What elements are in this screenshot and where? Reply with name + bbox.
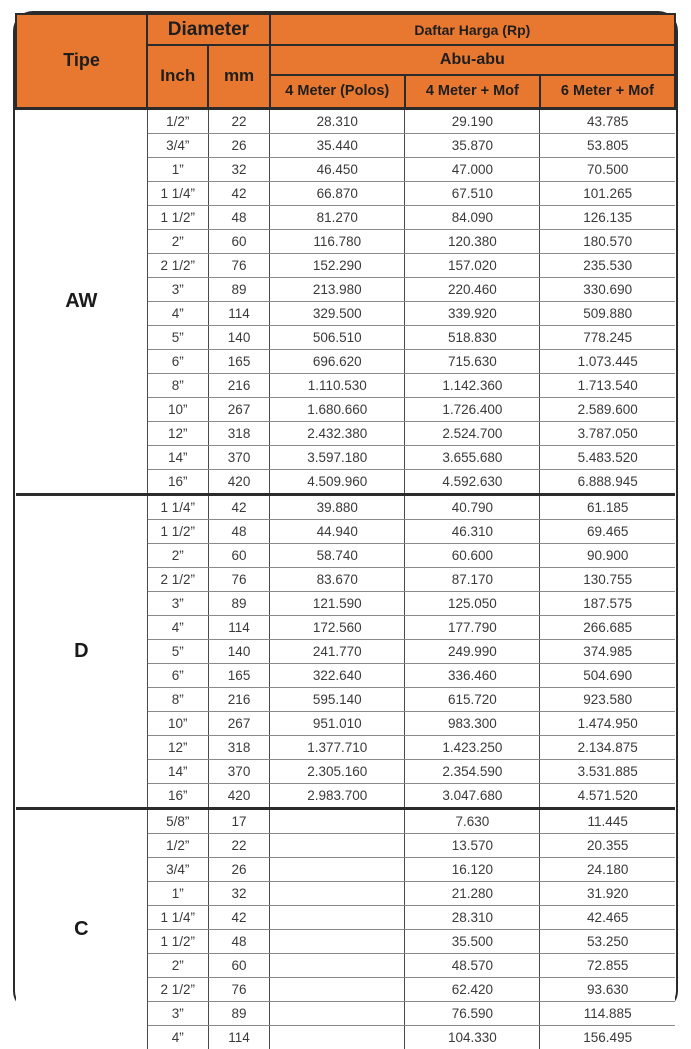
price-4m-polos-cell: 28.310 bbox=[270, 108, 405, 133]
inch-cell: 1/2” bbox=[147, 833, 208, 857]
price-4m-mof-cell: 1.423.250 bbox=[405, 735, 540, 759]
price-6m-mof-cell: 1.713.540 bbox=[540, 373, 675, 397]
mm-cell: 420 bbox=[208, 469, 269, 494]
price-4m-polos-cell bbox=[270, 833, 405, 857]
price-6m-mof-cell: 43.785 bbox=[540, 108, 675, 133]
price-4m-polos-cell bbox=[270, 977, 405, 1001]
price-6m-mof-cell: 6.888.945 bbox=[540, 469, 675, 494]
price-4m-polos-cell: 696.620 bbox=[270, 349, 405, 373]
mm-cell: 216 bbox=[208, 687, 269, 711]
price-4m-mof-cell: 47.000 bbox=[405, 157, 540, 181]
price-4m-polos-cell bbox=[270, 905, 405, 929]
header-daftar-harga: Daftar Harga (Rp) bbox=[270, 14, 675, 45]
price-6m-mof-cell: 24.180 bbox=[540, 857, 675, 881]
price-4m-polos-cell bbox=[270, 929, 405, 953]
price-4m-polos-cell: 2.983.700 bbox=[270, 783, 405, 808]
header-4-meter-mof: 4 Meter + Mof bbox=[405, 75, 540, 108]
price-4m-mof-cell: 249.990 bbox=[405, 639, 540, 663]
price-4m-mof-cell: 615.720 bbox=[405, 687, 540, 711]
mm-cell: 22 bbox=[208, 108, 269, 133]
mm-cell: 42 bbox=[208, 905, 269, 929]
price-6m-mof-cell: 31.920 bbox=[540, 881, 675, 905]
price-4m-polos-cell: 44.940 bbox=[270, 519, 405, 543]
inch-cell: 3” bbox=[147, 591, 208, 615]
price-table-frame bbox=[13, 11, 678, 1045]
price-4m-polos-cell: 3.597.180 bbox=[270, 445, 405, 469]
mm-cell: 216 bbox=[208, 373, 269, 397]
price-4m-mof-cell: 339.920 bbox=[405, 301, 540, 325]
price-4m-mof-cell: 104.330 bbox=[405, 1025, 540, 1049]
mm-cell: 318 bbox=[208, 421, 269, 445]
inch-cell: 12” bbox=[147, 735, 208, 759]
inch-cell: 8” bbox=[147, 687, 208, 711]
price-4m-mof-cell: 48.570 bbox=[405, 953, 540, 977]
inch-cell: 5” bbox=[147, 325, 208, 349]
table-row bbox=[16, 808, 675, 833]
price-6m-mof-cell: 72.855 bbox=[540, 953, 675, 977]
price-6m-mof-cell: 70.500 bbox=[540, 157, 675, 181]
price-6m-mof-cell: 61.185 bbox=[540, 494, 675, 519]
inch-cell: 14” bbox=[147, 445, 208, 469]
price-4m-mof-cell: 715.630 bbox=[405, 349, 540, 373]
inch-cell: 2” bbox=[147, 229, 208, 253]
inch-cell: 1 1/2” bbox=[147, 205, 208, 229]
mm-cell: 48 bbox=[208, 519, 269, 543]
mm-cell: 165 bbox=[208, 663, 269, 687]
price-4m-polos-cell: 121.590 bbox=[270, 591, 405, 615]
price-4m-mof-cell: 76.590 bbox=[405, 1001, 540, 1025]
inch-cell: 12” bbox=[147, 421, 208, 445]
mm-cell: 76 bbox=[208, 567, 269, 591]
inch-cell: 10” bbox=[147, 711, 208, 735]
header-row-1 bbox=[16, 14, 675, 45]
price-4m-mof-cell: 13.570 bbox=[405, 833, 540, 857]
price-4m-polos-cell: 241.770 bbox=[270, 639, 405, 663]
price-4m-polos-cell: 4.509.960 bbox=[270, 469, 405, 494]
price-4m-polos-cell: 58.740 bbox=[270, 543, 405, 567]
inch-cell: 8” bbox=[147, 373, 208, 397]
mm-cell: 26 bbox=[208, 133, 269, 157]
price-6m-mof-cell: 504.690 bbox=[540, 663, 675, 687]
inch-cell: 1 1/4” bbox=[147, 494, 208, 519]
inch-cell: 4” bbox=[147, 1025, 208, 1049]
inch-cell: 1 1/2” bbox=[147, 929, 208, 953]
price-4m-mof-cell: 21.280 bbox=[405, 881, 540, 905]
price-4m-polos-cell: 951.010 bbox=[270, 711, 405, 735]
mm-cell: 370 bbox=[208, 759, 269, 783]
price-6m-mof-cell: 1.474.950 bbox=[540, 711, 675, 735]
mm-cell: 370 bbox=[208, 445, 269, 469]
inch-cell: 5” bbox=[147, 639, 208, 663]
inch-cell: 1” bbox=[147, 157, 208, 181]
mm-cell: 114 bbox=[208, 1025, 269, 1049]
price-4m-mof-cell: 518.830 bbox=[405, 325, 540, 349]
price-4m-mof-cell: 125.050 bbox=[405, 591, 540, 615]
price-6m-mof-cell: 42.465 bbox=[540, 905, 675, 929]
price-4m-mof-cell: 1.726.400 bbox=[405, 397, 540, 421]
mm-cell: 76 bbox=[208, 977, 269, 1001]
inch-cell: 1 1/4” bbox=[147, 905, 208, 929]
price-6m-mof-cell: 156.495 bbox=[540, 1025, 675, 1049]
price-6m-mof-cell: 187.575 bbox=[540, 591, 675, 615]
mm-cell: 114 bbox=[208, 301, 269, 325]
tipe-cell-D: D bbox=[16, 494, 147, 808]
price-6m-mof-cell: 235.530 bbox=[540, 253, 675, 277]
price-4m-mof-cell: 2.354.590 bbox=[405, 759, 540, 783]
price-4m-polos-cell: 172.560 bbox=[270, 615, 405, 639]
price-4m-mof-cell: 28.310 bbox=[405, 905, 540, 929]
header-tipe: Tipe bbox=[16, 14, 147, 108]
price-6m-mof-cell: 90.900 bbox=[540, 543, 675, 567]
inch-cell: 3/4” bbox=[147, 133, 208, 157]
tipe-cell-AW: AW bbox=[16, 108, 147, 494]
price-6m-mof-cell: 53.805 bbox=[540, 133, 675, 157]
price-4m-polos-cell: 2.432.380 bbox=[270, 421, 405, 445]
price-6m-mof-cell: 1.073.445 bbox=[540, 349, 675, 373]
price-6m-mof-cell: 3.787.050 bbox=[540, 421, 675, 445]
price-6m-mof-cell: 3.531.885 bbox=[540, 759, 675, 783]
price-6m-mof-cell: 923.580 bbox=[540, 687, 675, 711]
inch-cell: 6” bbox=[147, 663, 208, 687]
price-6m-mof-cell: 69.465 bbox=[540, 519, 675, 543]
price-4m-mof-cell: 120.380 bbox=[405, 229, 540, 253]
mm-cell: 48 bbox=[208, 929, 269, 953]
mm-cell: 60 bbox=[208, 229, 269, 253]
price-6m-mof-cell: 778.245 bbox=[540, 325, 675, 349]
inch-cell: 6” bbox=[147, 349, 208, 373]
price-4m-polos-cell: 595.140 bbox=[270, 687, 405, 711]
price-4m-mof-cell: 1.142.360 bbox=[405, 373, 540, 397]
mm-cell: 17 bbox=[208, 808, 269, 833]
price-4m-mof-cell: 4.592.630 bbox=[405, 469, 540, 494]
mm-cell: 89 bbox=[208, 591, 269, 615]
price-4m-polos-cell bbox=[270, 857, 405, 881]
price-6m-mof-cell: 4.571.520 bbox=[540, 783, 675, 808]
mm-cell: 318 bbox=[208, 735, 269, 759]
mm-cell: 114 bbox=[208, 615, 269, 639]
mm-cell: 60 bbox=[208, 543, 269, 567]
price-6m-mof-cell: 2.589.600 bbox=[540, 397, 675, 421]
inch-cell: 4” bbox=[147, 615, 208, 639]
price-4m-mof-cell: 62.420 bbox=[405, 977, 540, 1001]
header-abu-abu: Abu-abu bbox=[270, 45, 675, 75]
price-4m-polos-cell: 39.880 bbox=[270, 494, 405, 519]
price-6m-mof-cell: 266.685 bbox=[540, 615, 675, 639]
inch-cell: 1 1/2” bbox=[147, 519, 208, 543]
price-6m-mof-cell: 330.690 bbox=[540, 277, 675, 301]
price-4m-polos-cell: 116.780 bbox=[270, 229, 405, 253]
inch-cell: 2” bbox=[147, 953, 208, 977]
inch-cell: 5/8” bbox=[147, 808, 208, 833]
inch-cell: 1/2” bbox=[147, 108, 208, 133]
header-inch: Inch bbox=[147, 45, 208, 108]
inch-cell: 3” bbox=[147, 277, 208, 301]
mm-cell: 76 bbox=[208, 253, 269, 277]
mm-cell: 140 bbox=[208, 639, 269, 663]
price-4m-polos-cell: 35.440 bbox=[270, 133, 405, 157]
price-4m-mof-cell: 16.120 bbox=[405, 857, 540, 881]
price-6m-mof-cell: 53.250 bbox=[540, 929, 675, 953]
price-4m-polos-cell bbox=[270, 1001, 405, 1025]
mm-cell: 165 bbox=[208, 349, 269, 373]
inch-cell: 1” bbox=[147, 881, 208, 905]
price-4m-mof-cell: 87.170 bbox=[405, 567, 540, 591]
mm-cell: 32 bbox=[208, 881, 269, 905]
price-6m-mof-cell: 2.134.875 bbox=[540, 735, 675, 759]
table-header bbox=[16, 14, 675, 108]
table-row bbox=[16, 494, 675, 519]
price-4m-polos-cell bbox=[270, 881, 405, 905]
header-6-meter-mof: 6 Meter + Mof bbox=[540, 75, 675, 108]
header-diameter: Diameter bbox=[147, 14, 270, 45]
price-4m-polos-cell: 2.305.160 bbox=[270, 759, 405, 783]
price-4m-polos-cell: 329.500 bbox=[270, 301, 405, 325]
price-6m-mof-cell: 180.570 bbox=[540, 229, 675, 253]
mm-cell: 140 bbox=[208, 325, 269, 349]
price-4m-mof-cell: 177.790 bbox=[405, 615, 540, 639]
inch-cell: 16” bbox=[147, 783, 208, 808]
inch-cell: 2 1/2” bbox=[147, 253, 208, 277]
price-6m-mof-cell: 5.483.520 bbox=[540, 445, 675, 469]
price-4m-polos-cell: 152.290 bbox=[270, 253, 405, 277]
inch-cell: 3” bbox=[147, 1001, 208, 1025]
price-4m-mof-cell: 35.500 bbox=[405, 929, 540, 953]
mm-cell: 22 bbox=[208, 833, 269, 857]
price-4m-polos-cell: 83.670 bbox=[270, 567, 405, 591]
price-4m-mof-cell: 983.300 bbox=[405, 711, 540, 735]
inch-cell: 10” bbox=[147, 397, 208, 421]
mm-cell: 42 bbox=[208, 181, 269, 205]
price-4m-polos-cell bbox=[270, 953, 405, 977]
price-4m-mof-cell: 157.020 bbox=[405, 253, 540, 277]
price-4m-polos-cell: 1.377.710 bbox=[270, 735, 405, 759]
price-4m-mof-cell: 40.790 bbox=[405, 494, 540, 519]
inch-cell: 16” bbox=[147, 469, 208, 494]
inch-cell: 2” bbox=[147, 543, 208, 567]
price-4m-mof-cell: 7.630 bbox=[405, 808, 540, 833]
price-4m-polos-cell: 322.640 bbox=[270, 663, 405, 687]
price-4m-polos-cell: 81.270 bbox=[270, 205, 405, 229]
price-4m-mof-cell: 3.655.680 bbox=[405, 445, 540, 469]
inch-cell: 3/4” bbox=[147, 857, 208, 881]
price-4m-polos-cell: 1.110.530 bbox=[270, 373, 405, 397]
header-mm: mm bbox=[208, 45, 269, 108]
mm-cell: 42 bbox=[208, 494, 269, 519]
table-row bbox=[16, 108, 675, 133]
price-4m-mof-cell: 46.310 bbox=[405, 519, 540, 543]
mm-cell: 89 bbox=[208, 1001, 269, 1025]
mm-cell: 26 bbox=[208, 857, 269, 881]
price-4m-mof-cell: 220.460 bbox=[405, 277, 540, 301]
price-4m-polos-cell: 1.680.660 bbox=[270, 397, 405, 421]
mm-cell: 48 bbox=[208, 205, 269, 229]
inch-cell: 4” bbox=[147, 301, 208, 325]
price-6m-mof-cell: 130.755 bbox=[540, 567, 675, 591]
mm-cell: 32 bbox=[208, 157, 269, 181]
price-4m-mof-cell: 3.047.680 bbox=[405, 783, 540, 808]
price-6m-mof-cell: 114.885 bbox=[540, 1001, 675, 1025]
header-4-meter-polos: 4 Meter (Polos) bbox=[270, 75, 405, 108]
mm-cell: 420 bbox=[208, 783, 269, 808]
price-6m-mof-cell: 11.445 bbox=[540, 808, 675, 833]
price-6m-mof-cell: 509.880 bbox=[540, 301, 675, 325]
price-6m-mof-cell: 126.135 bbox=[540, 205, 675, 229]
price-4m-mof-cell: 2.524.700 bbox=[405, 421, 540, 445]
price-4m-polos-cell bbox=[270, 1025, 405, 1049]
mm-cell: 267 bbox=[208, 711, 269, 735]
price-6m-mof-cell: 374.985 bbox=[540, 639, 675, 663]
price-4m-mof-cell: 67.510 bbox=[405, 181, 540, 205]
mm-cell: 89 bbox=[208, 277, 269, 301]
price-4m-polos-cell: 506.510 bbox=[270, 325, 405, 349]
table-body bbox=[16, 108, 675, 1049]
price-6m-mof-cell: 101.265 bbox=[540, 181, 675, 205]
price-4m-polos-cell bbox=[270, 808, 405, 833]
price-4m-mof-cell: 336.460 bbox=[405, 663, 540, 687]
price-4m-mof-cell: 84.090 bbox=[405, 205, 540, 229]
price-4m-mof-cell: 60.600 bbox=[405, 543, 540, 567]
inch-cell: 2 1/2” bbox=[147, 977, 208, 1001]
price-4m-mof-cell: 29.190 bbox=[405, 108, 540, 133]
price-4m-polos-cell: 46.450 bbox=[270, 157, 405, 181]
mm-cell: 267 bbox=[208, 397, 269, 421]
price-4m-polos-cell: 66.870 bbox=[270, 181, 405, 205]
price-table bbox=[15, 13, 676, 1049]
mm-cell: 60 bbox=[208, 953, 269, 977]
inch-cell: 1 1/4” bbox=[147, 181, 208, 205]
price-6m-mof-cell: 20.355 bbox=[540, 833, 675, 857]
price-4m-polos-cell: 213.980 bbox=[270, 277, 405, 301]
inch-cell: 14” bbox=[147, 759, 208, 783]
price-4m-mof-cell: 35.870 bbox=[405, 133, 540, 157]
tipe-cell-C: C bbox=[16, 808, 147, 1049]
inch-cell: 2 1/2” bbox=[147, 567, 208, 591]
price-6m-mof-cell: 93.630 bbox=[540, 977, 675, 1001]
